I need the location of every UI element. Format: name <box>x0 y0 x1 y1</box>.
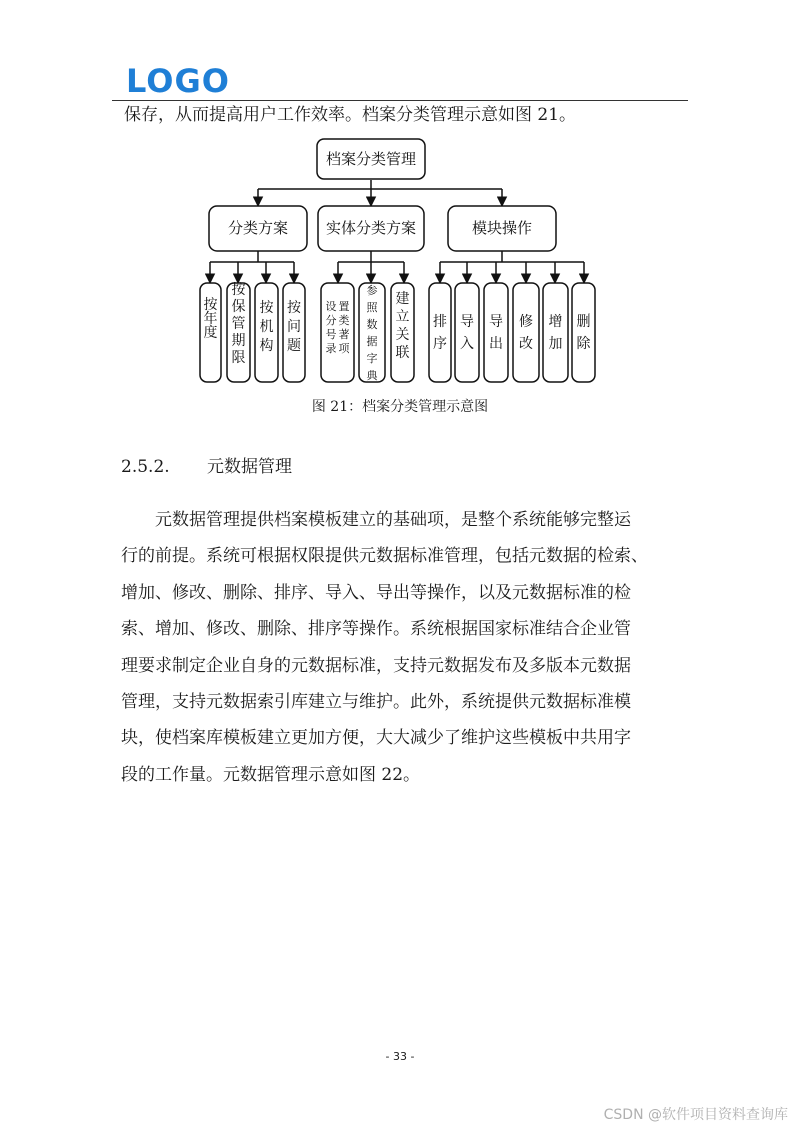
diagram-leaf-label: 按机构 <box>259 300 274 354</box>
diagram-leaf-label: 建立关联 <box>395 291 410 361</box>
diagram-leaf-label: 删除 <box>576 314 591 352</box>
diagram-leaf-label: 排序 <box>433 314 447 352</box>
section-number: 2.5.2. <box>121 457 170 477</box>
svg-text:档案分类管理: 档案分类管理 <box>325 150 417 168</box>
diagram-leaf-label: 导出 <box>489 314 503 352</box>
watermark: CSDN @软件项目资料查询库 <box>603 1107 788 1123</box>
diagram-root-node <box>317 139 425 179</box>
svg-text:分类方案: 分类方案 <box>227 219 289 237</box>
diagram-branch-node <box>448 206 556 251</box>
diagram-leaf-label: 按保管期限 <box>231 282 246 366</box>
page-number: - 33 - <box>385 1050 415 1063</box>
classification-diagram <box>0 0 800 400</box>
diagram-leaf-label: 参照数据字典 <box>366 284 378 382</box>
svg-text:模块操作: 模块操作 <box>471 219 533 237</box>
diagram-leaf-label: 按问题 <box>287 300 301 354</box>
section-heading <box>121 455 292 479</box>
paragraph-line: 元数据管理提供档案模板建立的基础项，是整个系统能够完整运 <box>155 510 631 530</box>
diagram-leaf-label: 按年度 <box>203 297 218 341</box>
logo: LOGO <box>126 62 230 100</box>
diagram-leaf-label: 设 置分 类号 著录 项 <box>325 300 350 355</box>
diagram-branch-node <box>318 206 424 251</box>
svg-text:实体分类方案: 实体分类方案 <box>325 219 417 237</box>
diagram-leaf-label: 导入 <box>460 314 474 352</box>
paragraph-line: 增加、修改、删除、排序、导入、导出等操作，以及元数据标准的检 <box>121 582 631 603</box>
diagram-branch-node <box>209 206 307 251</box>
body-paragraph <box>121 502 681 793</box>
section-title: 元数据管理 <box>207 457 292 477</box>
diagram-leaf-label: 修改 <box>519 314 533 352</box>
paragraph-line: 块，使档案库模板建立更加方便，大大减少了维护这些模板中共用字 <box>121 728 631 749</box>
paragraph-line: 段的工作量。元数据管理示意如图 22。 <box>121 764 421 785</box>
intro-text: 保存，从而提高用户工作效率。档案分类管理示意如图 21。 <box>124 105 577 125</box>
paragraph-line: 索、增加、修改、删除、排序等操作。系统根据国家标准结合企业管 <box>121 619 631 640</box>
paragraph-line: 理要求制定企业自身的元数据标准，支持元数据发布及多版本元数据 <box>121 655 631 676</box>
diagram-leaf-label: 增加 <box>548 314 563 352</box>
paragraph-line: 管理，支持元数据索引库建立与维护。此外，系统提供元数据标准模 <box>121 691 631 712</box>
figure-caption: 图 21：档案分类管理示意图 <box>311 399 489 415</box>
paragraph-line: 行的前提。系统可根据权限提供元数据标准管理，包括元数据的检索、 <box>121 546 648 567</box>
